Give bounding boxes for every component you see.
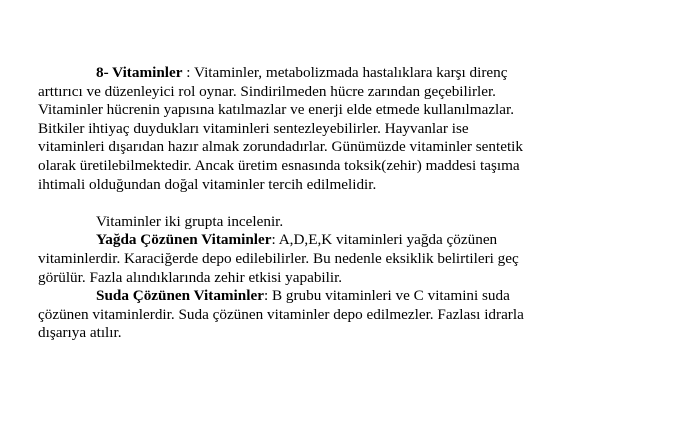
document-page	[38, 64, 638, 343]
paragraph-spacer	[38, 194, 638, 213]
fat-soluble-heading: Yağda Çözünen Vitaminler	[96, 231, 272, 249]
paragraph-line: olarak üretilebilmektedir. Ancak üretim esnasında toksik(zehir) maddesi taşıma	[38, 156, 520, 174]
paragraph-line: vitaminlerdir. Karaciğerde depo edilebilirler. Bu nedenle eksiklik belirtileri geç	[38, 249, 519, 267]
paragraph-line: arttırıcı ve düzenleyici rol oynar. Sindirilmeden hücre zarından geçebilirler.	[38, 82, 496, 100]
paragraph-line: Bitkiler ihtiyaç duydukları vitaminleri sentezleyebilirler. Hayvanlar ise	[38, 119, 469, 137]
section-heading: 8- Vitaminler	[96, 64, 183, 81]
paragraph-line: ihtimali olduğundan doğal vitaminler tercih edilmelidir.	[38, 175, 377, 193]
paragraph-line: çözünen vitaminlerdir. Suda çözünen vitaminler depo edilmezler. Fazlası idrarla	[38, 305, 524, 323]
intro-line: Vitaminler iki grupta incelenir.	[96, 212, 284, 230]
paragraph-line: 8- Vitaminler : Vitaminler, metabolizmada hastalıklara karşı direnç	[96, 64, 508, 81]
fat-soluble-line: Yağda Çözünen Vitaminler: A,D,E,K vitaminleri yağda çözünen	[96, 231, 498, 249]
paragraph-line: Vitaminler hücrenin yapısına katılmazlar ve enerji elde etmede kullanılmazlar.	[38, 101, 515, 119]
water-soluble-heading: Suda Çözünen Vitaminler	[96, 287, 264, 305]
vitamin-groups-paragraph	[38, 213, 638, 343]
paragraph-line: görülür. Fazla alındıklarında zehir etkisi yapabilir.	[38, 268, 343, 286]
water-soluble-line: Suda Çözünen Vitaminler: B grubu vitaminleri ve C vitamini suda	[96, 287, 510, 305]
paragraph-line: dışarıya atılır.	[38, 324, 122, 342]
vitaminler-paragraph	[38, 64, 638, 194]
paragraph-line: vitaminleri dışarıdan hazır almak zorundadırlar. Günümüzde vitaminler sentetik	[38, 138, 523, 156]
